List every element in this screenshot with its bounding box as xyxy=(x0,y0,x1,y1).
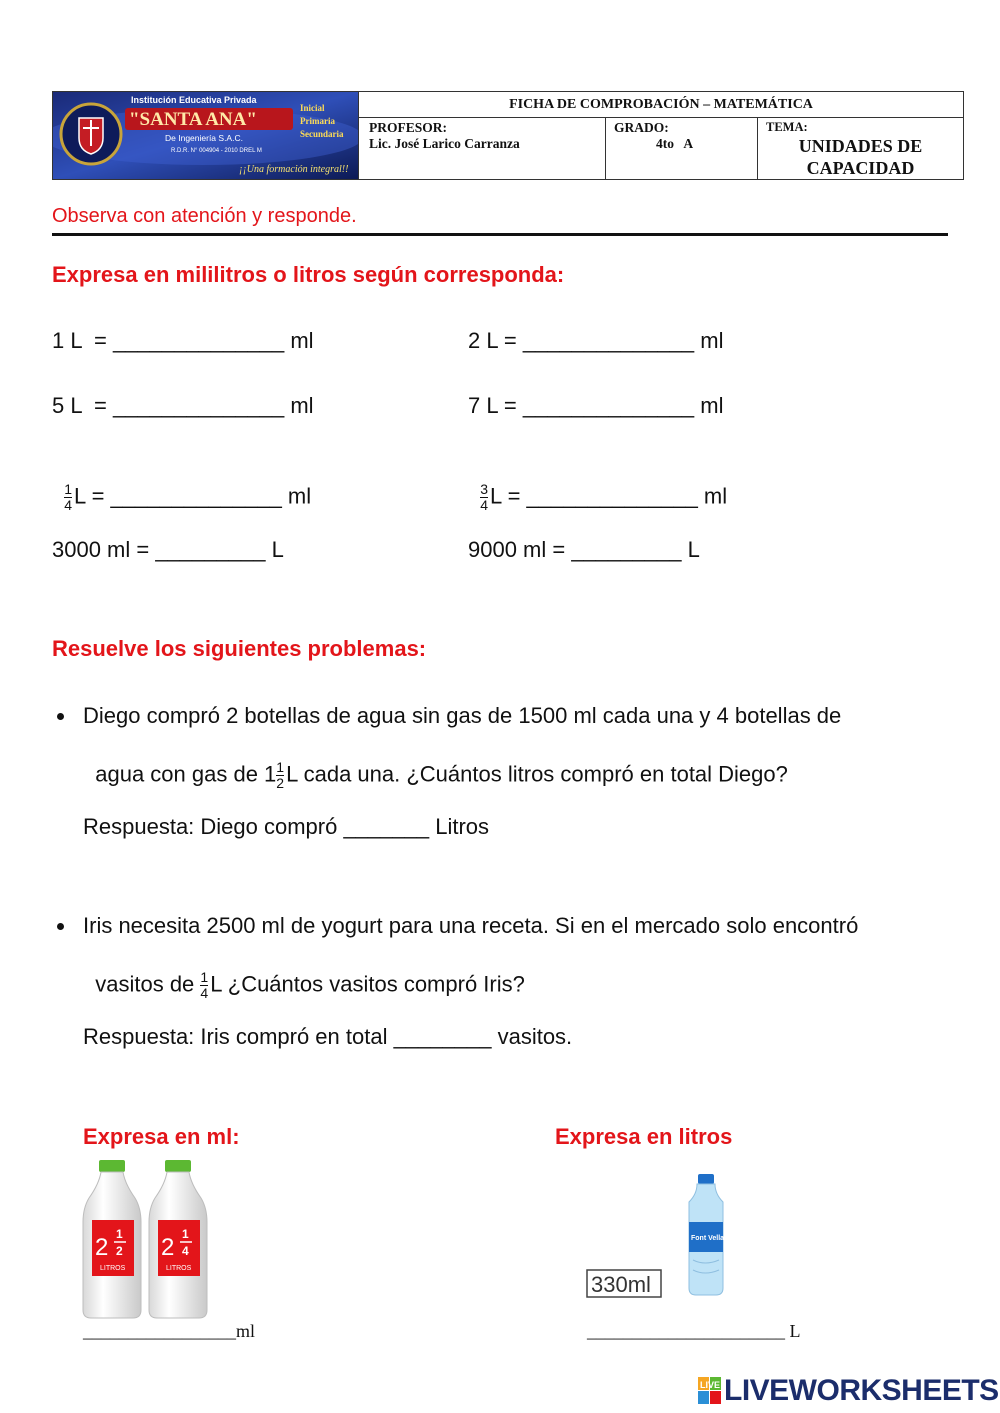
tema-cell xyxy=(758,118,963,179)
water-brand: Font Vella xyxy=(691,1235,725,1242)
conversion-1-right[interactable]: 2 L = ______________ ml xyxy=(468,328,724,353)
logo-subtitle: De Ingeniería S.A.C. xyxy=(165,133,243,143)
water-answer-blank[interactable]: ______________________ L xyxy=(587,1321,801,1341)
liveworksheets-brand[interactable]: LIVEWORKSHEETS xyxy=(724,1374,999,1407)
fraction: $\frac{1}{2}$ xyxy=(276,759,285,791)
bullet xyxy=(57,923,64,930)
section3-right-title: Expresa en litros xyxy=(555,1124,733,1149)
logo-level-1: Inicial xyxy=(300,103,325,113)
fraction: $\frac{3}{4}$ xyxy=(480,481,489,513)
tema-label: TEMA: xyxy=(766,120,808,134)
section3-left-title: Expresa en ml: xyxy=(83,1124,240,1149)
conversion-2-right[interactable]: 7 L = ______________ ml xyxy=(468,393,724,418)
liveworksheets-badge xyxy=(698,1377,722,1405)
bottle1-whole: 2 xyxy=(95,1234,109,1261)
badge-text: LIVE xyxy=(700,1380,721,1390)
section2-title: Resuelve los siguientes problemas: xyxy=(52,636,427,661)
bottle2-label: LITROS xyxy=(166,1265,192,1272)
milk-answer-blank[interactable]: _________________ml xyxy=(83,1321,256,1341)
problem2-line2: vasitos de $\frac{1}{4}$ L ¿Cuántos vasitos compró Iris? xyxy=(95,969,525,1001)
bottle2-whole: 2 xyxy=(161,1234,175,1261)
profesor-label: PROFESOR: xyxy=(369,120,448,135)
grado-value: 4to A xyxy=(656,136,694,151)
bottle1-label: LITROS xyxy=(100,1265,126,1272)
bottle-cap xyxy=(99,1160,125,1172)
conversion-1-left[interactable]: 1 L = ______________ ml xyxy=(52,328,314,353)
header-table xyxy=(52,91,964,180)
divider-rule xyxy=(52,233,948,236)
profesor-cell xyxy=(359,118,606,179)
grado-cell xyxy=(606,118,758,179)
logo-school-name: "SANTA ANA" xyxy=(129,109,257,130)
bottle-cap xyxy=(165,1160,191,1172)
conversion-3-right[interactable]: $\frac{3}{4}$ L = ______________ ml xyxy=(480,481,728,513)
bottle2-den: 4 xyxy=(182,1244,189,1258)
tema-value-1: UNIDADES DE xyxy=(798,136,923,156)
water-bottle-image xyxy=(585,1170,735,1300)
bottle1-den: 2 xyxy=(116,1244,123,1258)
school-logo xyxy=(53,92,359,179)
conversion-4-left[interactable]: 3000 ml = _________ L xyxy=(52,537,284,562)
problem1-answer[interactable]: Respuesta: Diego compró _______ Litros xyxy=(83,814,490,839)
problem1-line1: Diego compró 2 botellas de agua sin gas de 1500 ml cada una y 4 botellas de xyxy=(83,703,842,728)
logo-level-2: Primaria xyxy=(300,116,335,126)
milk-bottles-image xyxy=(80,1158,215,1320)
conversion-3-left[interactable]: $\frac{1}{4}$ L = ______________ ml xyxy=(64,481,312,513)
bullet xyxy=(57,713,64,720)
logo-top-text: Institución Educativa Privada xyxy=(131,95,257,105)
logo-slogan: ¡¡Una formación integral!! xyxy=(239,164,349,175)
logo-rdr: R.D.R. N° 004904 - 2010 DREL M xyxy=(171,148,262,154)
section1-title: Expresa en mililitros o litros según corresponda: xyxy=(52,262,565,287)
instruction: Observa con atención y responde. xyxy=(52,205,357,227)
tema-value-2: CAPACIDAD xyxy=(806,158,915,178)
bottle2-num: 1 xyxy=(182,1227,189,1241)
conversion-4-right[interactable]: 9000 ml = _________ L xyxy=(468,537,700,562)
problem2-line1: Iris necesita 2500 ml de yogurt para una receta. Si en el mercado solo encontró xyxy=(83,913,859,938)
volume-label: 330ml xyxy=(591,1272,651,1297)
fraction: $\frac{1}{4}$ xyxy=(200,969,209,1001)
profesor-value: Lic. José Larico Carranza xyxy=(369,136,520,151)
worksheet-title: FICHA DE COMPROBACIÓN – MATEMÁTICA xyxy=(359,92,963,118)
water-cap xyxy=(698,1174,714,1184)
grado-label: GRADO: xyxy=(614,120,669,135)
logo-level-3: Secundaria xyxy=(300,129,344,139)
problem1-line2: agua con gas de 1 $\frac{1}{2}$ L cada una. ¿Cuántos litros compró en total Diego? xyxy=(95,759,788,791)
problem2-answer[interactable]: Respuesta: Iris compró en total ________ vasitos. xyxy=(83,1024,573,1049)
conversion-2-left[interactable]: 5 L = ______________ ml xyxy=(52,393,314,418)
bottle1-num: 1 xyxy=(116,1227,123,1241)
fraction: $\frac{1}{4}$ xyxy=(64,481,73,513)
